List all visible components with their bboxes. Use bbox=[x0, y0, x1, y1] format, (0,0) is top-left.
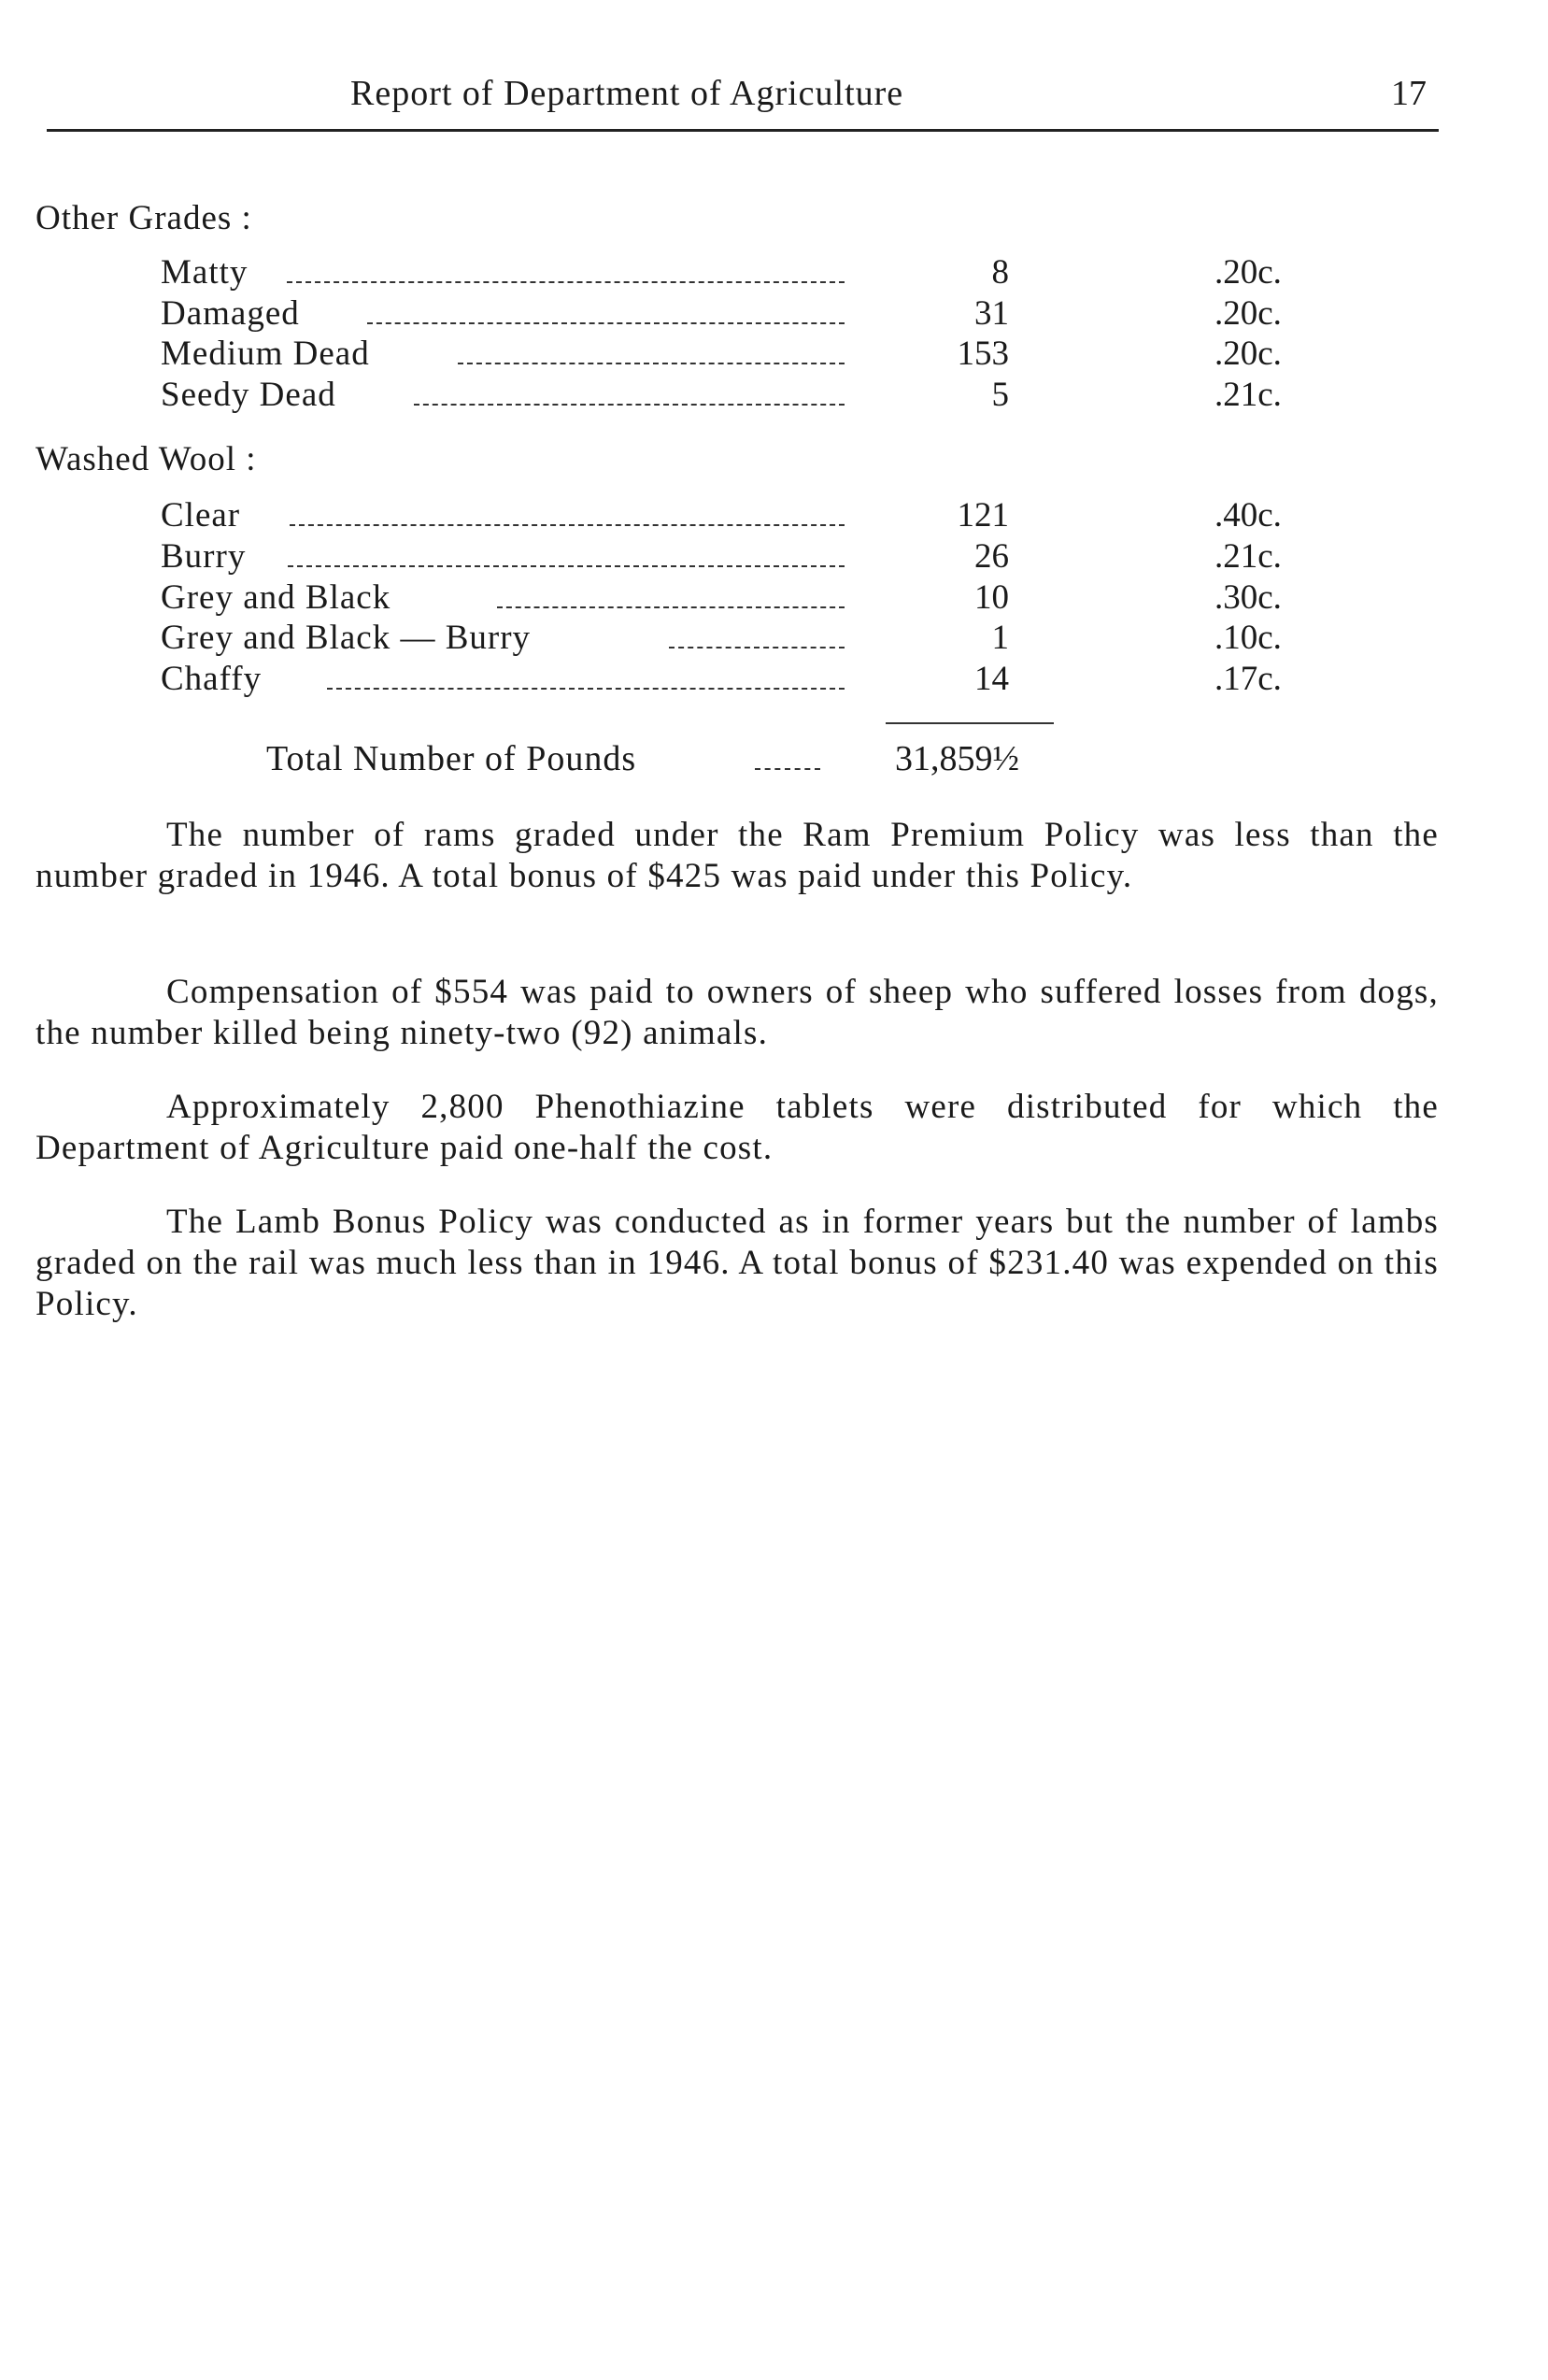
table-row bbox=[0, 293, 1548, 336]
grade-price: .10c. bbox=[1214, 619, 1282, 657]
grade-price: .20c. bbox=[1214, 294, 1282, 333]
leader-dashes bbox=[290, 524, 845, 526]
paragraph-ram-premium: The number of rams graded under the Ram Premium Policy was less than the number graded in 1946. A total bonus of $425 was paid under this Policy. bbox=[36, 816, 1439, 895]
leader-dashes bbox=[497, 606, 845, 608]
grade-price: .21c. bbox=[1214, 376, 1282, 414]
table-row bbox=[0, 659, 1548, 702]
total-row bbox=[0, 738, 1548, 783]
total-value: 31,859½ bbox=[895, 739, 1019, 778]
grade-quantity: 31 bbox=[974, 294, 1009, 333]
grade-name: Grey and Black — Burry bbox=[161, 619, 532, 657]
leader-dashes bbox=[755, 768, 820, 770]
total-label: Total Number of Pounds bbox=[266, 739, 637, 778]
table-row bbox=[0, 536, 1548, 579]
leader-dashes bbox=[287, 281, 845, 283]
table-row bbox=[0, 252, 1548, 295]
washed-wool-label: Washed Wool : bbox=[36, 440, 257, 478]
grade-quantity: 153 bbox=[957, 335, 1009, 373]
grade-quantity: 1 bbox=[991, 619, 1009, 657]
grade-name: Damaged bbox=[161, 294, 300, 333]
leader-dashes bbox=[458, 363, 845, 364]
page-number: 17 bbox=[1391, 74, 1427, 113]
table-row bbox=[0, 618, 1548, 661]
table-row bbox=[0, 375, 1548, 418]
grade-price: .20c. bbox=[1214, 253, 1282, 292]
grade-price: .21c. bbox=[1214, 537, 1282, 576]
grade-quantity: 10 bbox=[974, 578, 1009, 617]
leader-dashes bbox=[288, 565, 845, 567]
grade-quantity: 26 bbox=[974, 537, 1009, 576]
grade-name: Seedy Dead bbox=[161, 376, 336, 414]
grade-price: .17c. bbox=[1214, 660, 1282, 698]
header-title: Report of Department of Agriculture bbox=[350, 74, 904, 113]
running-header bbox=[0, 73, 1548, 129]
grade-quantity: 8 bbox=[991, 253, 1009, 292]
leader-dashes bbox=[327, 688, 845, 690]
grade-quantity: 14 bbox=[974, 660, 1009, 698]
table-row bbox=[0, 334, 1548, 377]
grade-name: Grey and Black bbox=[161, 578, 391, 617]
header-rule bbox=[47, 129, 1439, 132]
grade-quantity: 121 bbox=[957, 496, 1009, 534]
grade-name: Burry bbox=[161, 537, 247, 576]
table-row bbox=[0, 577, 1548, 620]
other-grades-label: Other Grades : bbox=[36, 199, 252, 237]
total-rule bbox=[886, 722, 1054, 724]
grade-name: Medium Dead bbox=[161, 335, 370, 373]
grade-quantity: 5 bbox=[991, 376, 1009, 414]
grade-price: .40c. bbox=[1214, 496, 1282, 534]
leader-dashes bbox=[367, 322, 845, 324]
leader-dashes bbox=[669, 647, 845, 648]
grade-price: .20c. bbox=[1214, 335, 1282, 373]
paragraph-phenothiazine: Approximately 2,800 Phenothiazine tablets were distributed for which the Department of Agriculture paid one-half the cost. bbox=[36, 1088, 1439, 1167]
grade-name: Chaffy bbox=[161, 660, 263, 698]
grade-name: Matty bbox=[161, 253, 249, 292]
grade-price: .30c. bbox=[1214, 578, 1282, 617]
paragraph-dog-compensation: Compensation of $554 was paid to owners of sheep who suffered losses from dogs, the number killed being ninety-two (92) animals. bbox=[36, 973, 1439, 1052]
leader-dashes bbox=[414, 404, 845, 406]
paragraph-lamb-bonus: The Lamb Bonus Policy was conducted as in former years but the number of lambs graded on the rail was much less than in 1946. A total bonus of $231.40 was expended on this Policy. bbox=[36, 1203, 1439, 1323]
grade-name: Clear bbox=[161, 496, 241, 534]
table-row bbox=[0, 495, 1548, 538]
